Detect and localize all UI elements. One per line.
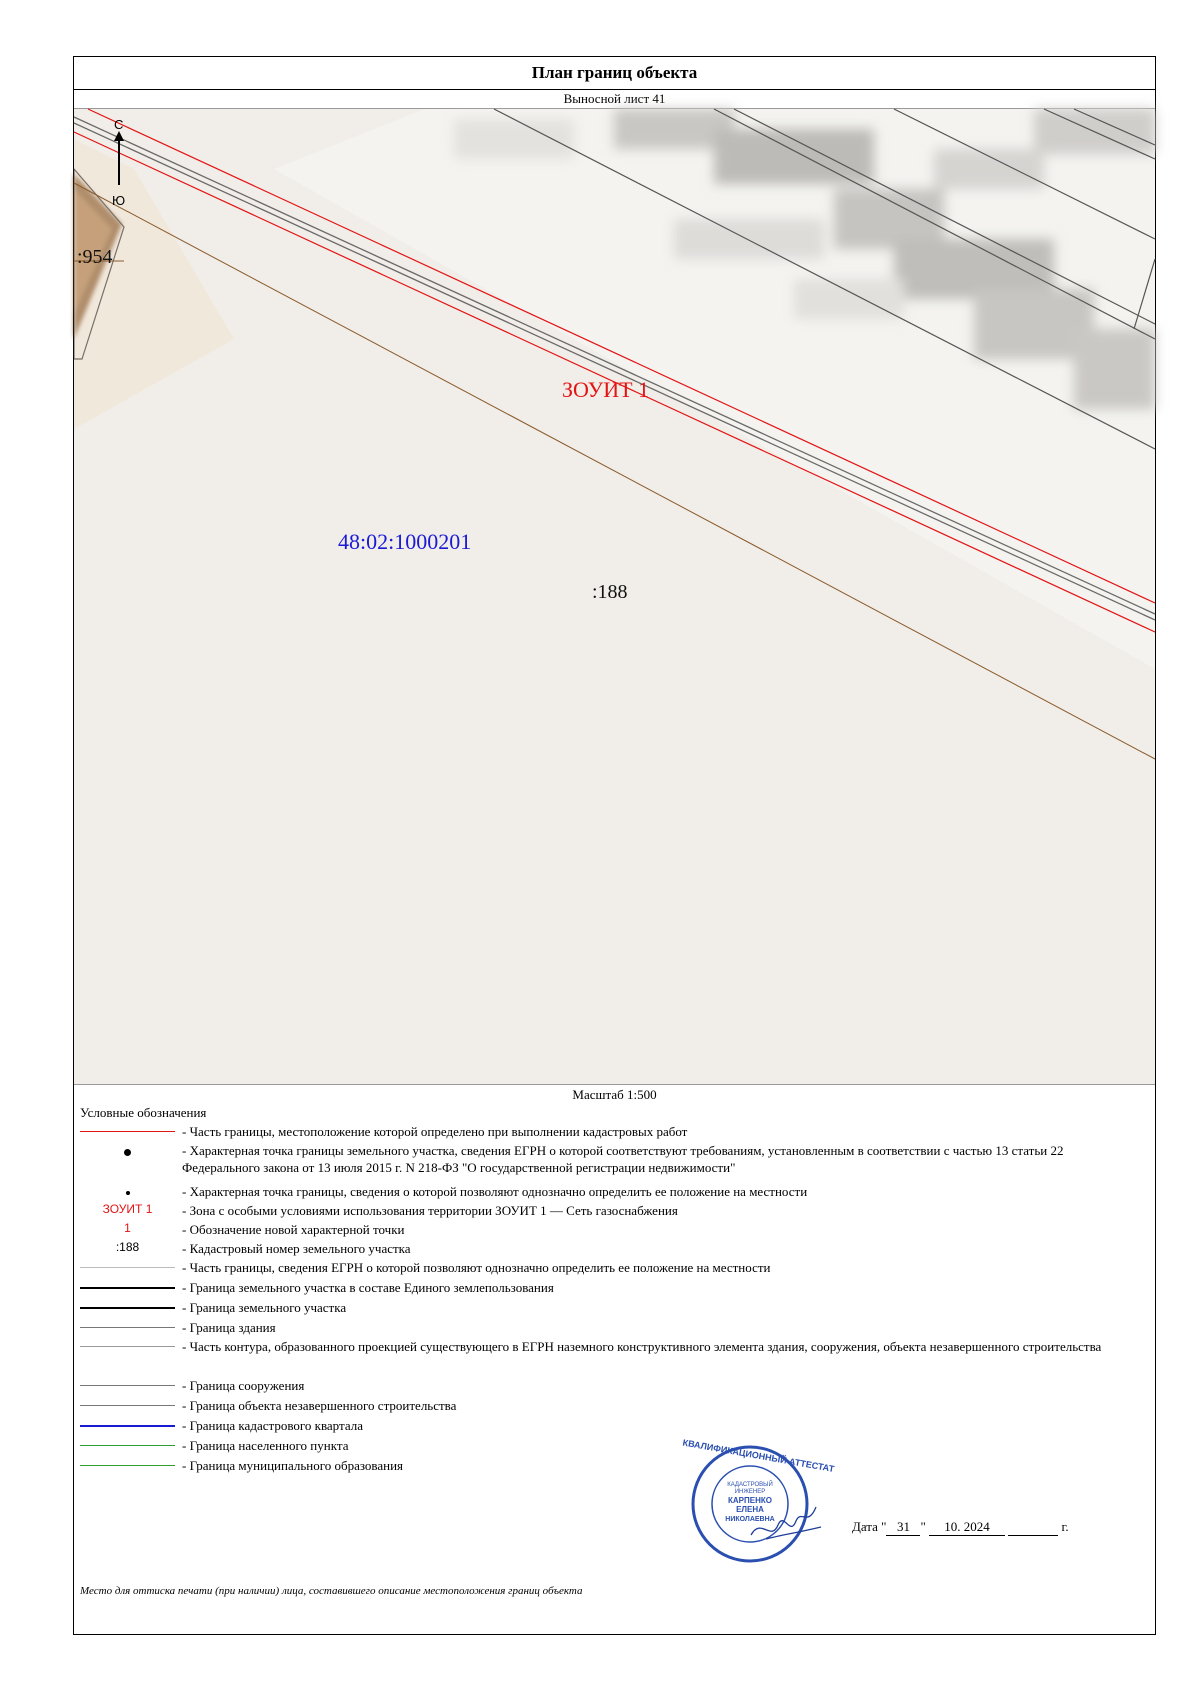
date-prefix: Дата bbox=[852, 1519, 878, 1534]
signature bbox=[746, 1497, 826, 1547]
legend-text: - Часть границы, сведения ЕГРН о которой позволяют однозначно определить ее положение на местности bbox=[182, 1260, 771, 1275]
legend-text: - Граница сооружения bbox=[182, 1378, 305, 1393]
footnote: Место для оттиска печати (при наличии) лица, составившего описание местоположения границ объекта bbox=[80, 1585, 583, 1597]
legend-text: - Кадастровый номер земельного участка bbox=[182, 1241, 411, 1256]
page-title: План границ объекта bbox=[74, 57, 1155, 90]
legend-symbol: :188 bbox=[115, 1240, 140, 1254]
svg-text:КАДАСТРОВЫЙ: КАДАСТРОВЫЙ bbox=[727, 1482, 773, 1488]
parcel-label: :188 bbox=[592, 581, 628, 603]
date-line: Дата " 31 " 10. 2024 г. bbox=[852, 1519, 1069, 1534]
legend-symbol: 1 bbox=[124, 1221, 131, 1235]
legend-item bbox=[74, 1397, 1155, 1414]
legend-item bbox=[74, 1377, 1155, 1394]
legend-item bbox=[74, 1123, 1155, 1140]
legend-title: Условные обозначения bbox=[80, 1105, 207, 1120]
legend-item bbox=[74, 1338, 1155, 1374]
legend-symbol: ЗОУИТ 1 bbox=[102, 1202, 153, 1216]
svg-text:ИНЖЕНЕР: ИНЖЕНЕР bbox=[734, 1489, 766, 1495]
legend-text: - Граница кадастрового квартала bbox=[182, 1418, 363, 1433]
legend-item bbox=[74, 1240, 1155, 1257]
legend-text: - Часть границы, местоположение которой определено при выполнении кадастровых работ bbox=[182, 1124, 688, 1139]
legend-item bbox=[74, 1457, 1155, 1474]
date-month-year: 10. 2024 bbox=[929, 1519, 1005, 1536]
zone-label: ЗОУИТ 1 bbox=[562, 377, 650, 402]
legend-item bbox=[74, 1142, 1155, 1178]
legend-item bbox=[74, 1202, 1155, 1219]
legend-symbol bbox=[80, 1144, 175, 1160]
legend-text: - Часть контура, образованного проекцией существующего в ЕГРН наземного конструктивного элемента здания, сооружения, объекта незавершенного строительства bbox=[182, 1339, 1102, 1354]
legend-text: - Граница земельного участка в составе Единого землепользования bbox=[182, 1280, 554, 1295]
legend-item bbox=[74, 1221, 1155, 1238]
scale-label: Масштаб 1:500 bbox=[572, 1087, 657, 1102]
north-arrow bbox=[110, 117, 136, 208]
legend-item bbox=[74, 1259, 1155, 1276]
legend-symbol bbox=[80, 1183, 175, 1199]
svg-text:ЕЛЕНА: ЕЛЕНА bbox=[736, 1505, 764, 1514]
legend-text: - Зона с особыми условиями использования территории ЗОУИТ 1 — Сеть газоснабжения bbox=[182, 1203, 678, 1218]
cadastral-quarter-label: 48:02:1000201 bbox=[338, 529, 472, 554]
legend-text: - Граница земельного участка bbox=[182, 1300, 347, 1315]
plan-sheet bbox=[73, 56, 1156, 1635]
compass-north-label: С bbox=[114, 117, 124, 132]
legend-text: - Граница муниципального образования bbox=[182, 1458, 404, 1473]
page-subtitle: Выносной лист 41 bbox=[563, 91, 666, 106]
legend-text: - Граница объекта незавершенного строительства bbox=[182, 1398, 457, 1413]
legend-text: - Граница населенного пункта bbox=[182, 1438, 349, 1453]
legend-item bbox=[74, 1299, 1155, 1316]
svg-text:КВАЛИФИКАЦИОННЫЙ АТТЕСТАТ: КВАЛИФИКАЦИОННЫЙ АТТЕСТАТ bbox=[681, 1437, 836, 1475]
map-area bbox=[74, 108, 1155, 1085]
compass-line bbox=[118, 137, 120, 185]
legend-text: - Граница здания bbox=[182, 1320, 276, 1335]
legend-item bbox=[74, 1183, 1155, 1200]
svg-text:КАРПЕНКО: КАРПЕНКО bbox=[728, 1496, 772, 1505]
svg-text:НИКОЛАЕВНА: НИКОЛАЕВНА bbox=[725, 1516, 775, 1523]
map-bg-zone bbox=[274, 109, 1155, 669]
legend-item bbox=[74, 1437, 1155, 1454]
legend-item bbox=[74, 1417, 1155, 1434]
legend-text: - Характерная точка границы, сведения о которой позволяют однозначно определить ее положение на местности bbox=[182, 1184, 808, 1199]
legend-text: - Характерная точка границы земельного участка, сведения ЕГРН о которой соответствуют требованиям, установленным в соответствии с частью 13 статьи 22 Федерального закона от 13 июля 2015 г. N 218-ФЗ "О государственной регистрации недвижимости" bbox=[182, 1143, 1064, 1175]
legend-item bbox=[74, 1279, 1155, 1296]
date-suffix: г. bbox=[1061, 1519, 1069, 1534]
date-blank bbox=[1008, 1519, 1058, 1536]
compass-south-label: Ю bbox=[112, 193, 126, 208]
date-day: 31 bbox=[886, 1519, 920, 1536]
legend-text: - Обозначение новой характерной точки bbox=[182, 1222, 405, 1237]
legend-item bbox=[74, 1319, 1155, 1336]
map-tint bbox=[74, 139, 234, 429]
neighbor-parcel-label: :954 bbox=[77, 246, 113, 268]
